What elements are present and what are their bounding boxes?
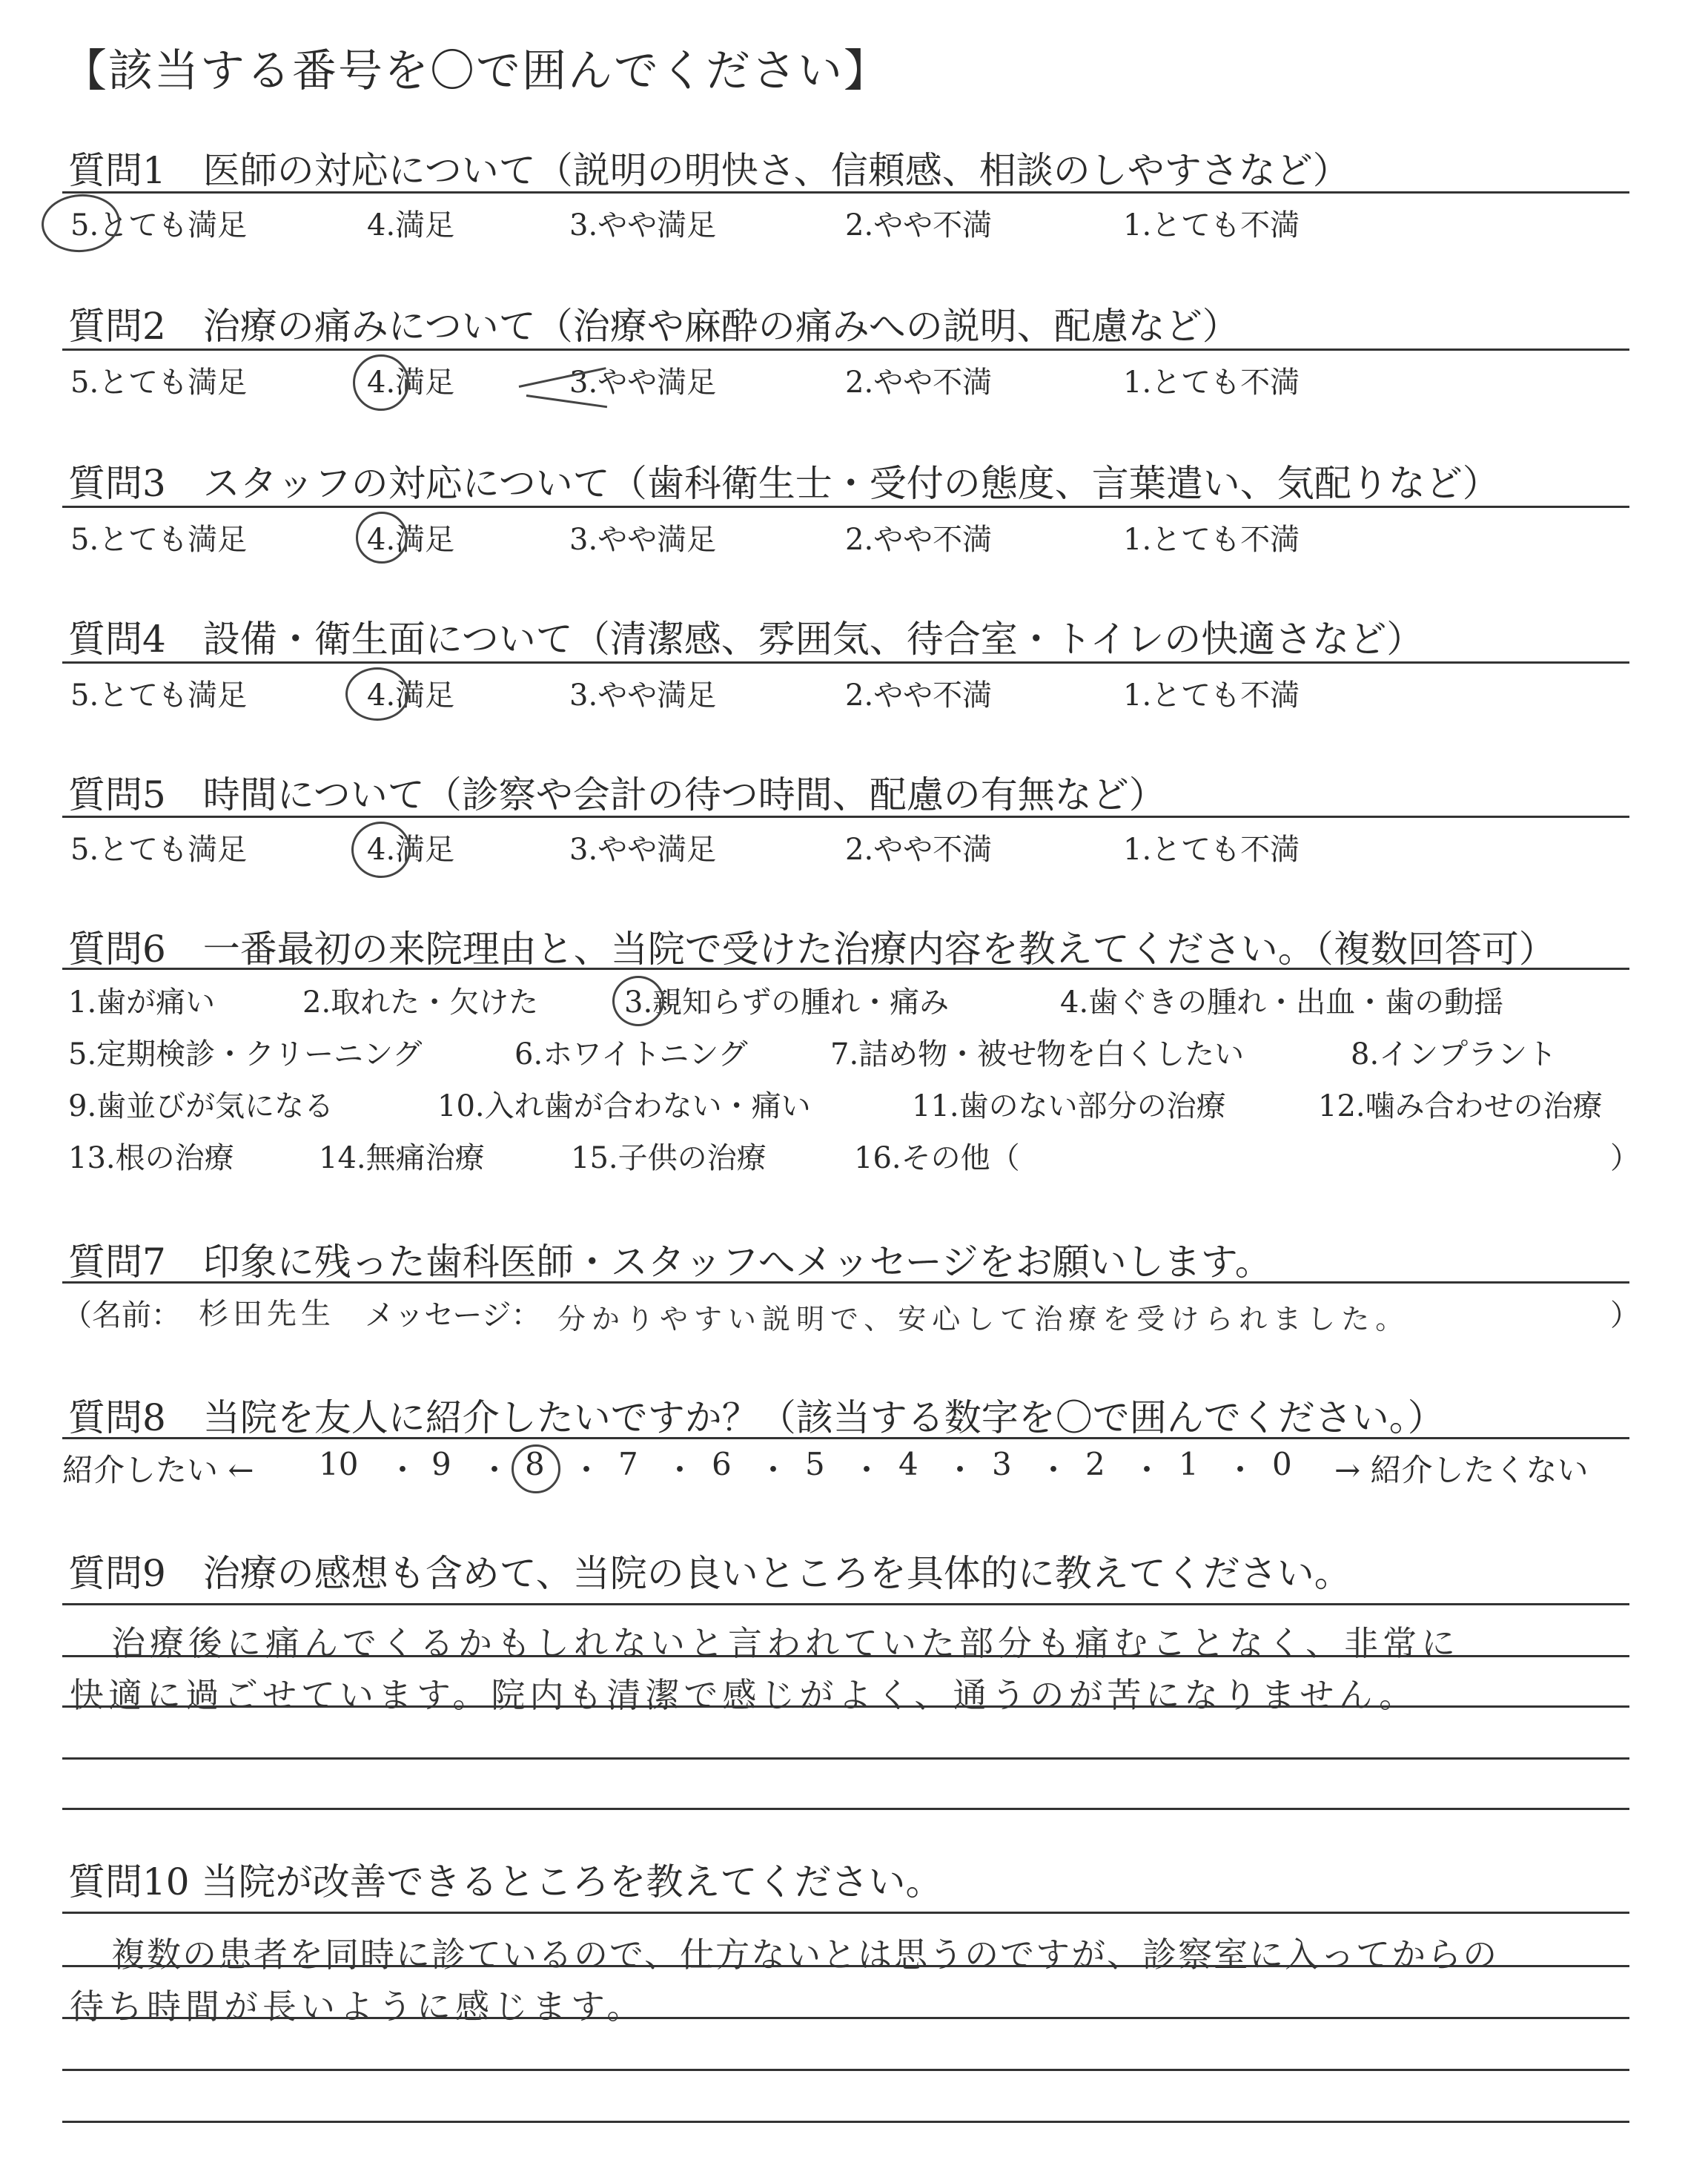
q8-scale-10[interactable]: 10 [319,1446,359,1482]
q6-option-14[interactable]: 14.無痛治療 [319,1141,485,1175]
answer-line [62,1603,1629,1605]
divider [62,1281,1629,1284]
q8-scale-4[interactable]: 4 [898,1446,918,1482]
q5-option-1[interactable]: 1.とても不満 [1123,833,1300,867]
q4-option-5[interactable]: 5.とても満足 [70,678,248,713]
scale-dot: ・ [1131,1452,1163,1488]
q6-option-7[interactable]: 7.詰め物・被せ物を白くしたい [830,1037,1245,1071]
q4-option-4[interactable]: 4.満足 [367,678,455,713]
page-header: 【該当する番号を〇で囲んでください】 [62,45,890,97]
closing-paren: ） [1610,1141,1640,1175]
q8-scale-8[interactable]: 8 [525,1446,545,1482]
q3-option-1[interactable]: 1.とても不満 [1123,523,1300,557]
question-2-title: 質問2 治療の痛みについて（治療や麻酔の痛みへの説明、配慮など） [68,305,1239,348]
q3-option-4[interactable]: 4.満足 [367,523,455,557]
scale-dot: ・ [944,1452,976,1488]
selection-circle [351,822,411,878]
q6-option-15[interactable]: 15.子供の治療 [571,1141,767,1175]
divider [62,968,1629,970]
q8-left-label: 紹介したい ← [62,1452,254,1488]
q6-option-6[interactable]: 6.ホワイトニング [514,1037,748,1071]
q7-message-label: メッセージ： [365,1298,541,1332]
scale-dot: ・ [387,1452,419,1488]
scale-dot: ・ [571,1452,603,1488]
q6-option-12[interactable]: 12.噛み合わせの治療 [1318,1089,1603,1123]
selection-circle [512,1444,560,1493]
answer-line [62,1757,1629,1760]
q8-scale-1[interactable]: 1 [1179,1446,1199,1482]
q1-option-2[interactable]: 2.やや不満 [845,208,993,242]
divider [62,191,1629,194]
question-4-title: 質問4 設備・衛生面について（清潔感、雰囲気、待合室・トイレの快適さなど） [68,618,1424,661]
q8-scale-6[interactable]: 6 [712,1446,732,1482]
question-1-title: 質問1 医師の対応について（説明の明快さ、信頼感、相談のしやすさなど） [68,149,1350,192]
scale-dot: ・ [1225,1452,1257,1488]
q10-answer-line-1[interactable]: 複数の患者を同時に診ているので、仕方ないとは思うのですが、診察室に入ってからの [111,1935,1499,1975]
question-7-title: 質問7 印象に残った歯科医師・スタッフへメッセージをお願いします。 [68,1241,1272,1284]
closing-paren: ） [1610,1298,1640,1332]
question-5-title: 質問5 時間について（診察や会計の待つ時間、配慮の有無など） [68,773,1166,816]
divider [62,349,1629,351]
q3-option-3[interactable]: 3.やや満足 [569,523,717,557]
q4-option-3[interactable]: 3.やや満足 [569,678,717,713]
q6-option-5[interactable]: 5.定期検診・クリーニング [68,1037,423,1071]
q9-answer-line-2[interactable]: 快適に過ごせています。院内も清潔で感じがよく、通うのが苦になりません。 [70,1675,1418,1715]
question-3-title: 質問3 スタッフの対応について（歯科衛生士・受付の態度、言葉遣い、気配りなど） [68,462,1500,505]
q8-scale-7[interactable]: 7 [618,1446,638,1482]
q2-option-1[interactable]: 1.とても不満 [1123,366,1300,400]
q1-option-1[interactable]: 1.とても不満 [1123,208,1300,242]
answer-line [62,1912,1629,1914]
q7-message-value[interactable]: 分かりやすい説明で、安心して治療を受けられました。 [557,1303,1410,1335]
q6-option-9[interactable]: 9.歯並びが気になる [68,1089,334,1123]
q4-option-1[interactable]: 1.とても不満 [1123,678,1300,713]
divider [62,506,1629,508]
q2-option-3[interactable]: 3.やや満足 [569,366,717,400]
q8-right-label: → 紹介したくない [1334,1452,1589,1488]
scale-dot: ・ [664,1452,696,1488]
q6-option-1[interactable]: 1.歯が痛い [68,985,216,1020]
divider [62,661,1629,664]
question-9-title: 質問9 治療の感想も含めて、当院の良いところを具体的に教えてください。 [68,1552,1351,1595]
divider [62,1437,1629,1439]
q8-scale-5[interactable]: 5 [805,1446,825,1482]
question-6-title: 質問6 一番最初の来院理由と、当院で受けた治療内容を教えてください。（複数回答可） [68,928,1556,971]
q7-name-value[interactable]: 杉田先生 [199,1297,335,1331]
q6-option-4[interactable]: 4.歯ぐきの腫れ・出血・歯の動揺 [1060,985,1504,1020]
q1-option-3[interactable]: 3.やや満足 [569,208,717,242]
selection-circle [612,976,664,1026]
q5-option-5[interactable]: 5.とても満足 [70,833,248,867]
selection-circle [345,667,409,721]
q6-option-2[interactable]: 2.取れた・欠けた [302,985,539,1020]
q5-option-2[interactable]: 2.やや不満 [845,833,993,867]
q6-option-8[interactable]: 8.インプラント [1351,1037,1558,1071]
q7-name-label: （名前： [62,1298,181,1332]
divider [62,816,1629,818]
q6-option-10[interactable]: 10.入れ歯が合わない・痛い [437,1089,811,1123]
q2-option-2[interactable]: 2.やや不満 [845,366,993,400]
q9-answer-line-1[interactable]: 治療後に痛んでくるかもしれないと言われていた部分も痛むことなく、非常に [111,1623,1460,1663]
q8-scale-0[interactable]: 0 [1272,1446,1292,1482]
q2-option-4[interactable]: 4.満足 [367,366,455,400]
q6-option-3[interactable]: 3.親知らずの腫れ・痛み [624,985,950,1020]
q3-option-5[interactable]: 5.とても満足 [70,523,248,557]
q10-answer-line-2[interactable]: 待ち時間が長いように感じます。 [70,1986,646,2027]
q3-option-2[interactable]: 2.やや不満 [845,523,993,557]
q1-option-5[interactable]: 5.とても満足 [70,208,248,242]
scale-dot: ・ [758,1452,790,1488]
scale-dot: ・ [1038,1452,1070,1488]
q4-option-2[interactable]: 2.やや不満 [845,678,993,713]
answer-line [62,1808,1629,1810]
q6-option-11[interactable]: 11.歯のない部分の治療 [912,1089,1226,1123]
q2-option-5[interactable]: 5.とても満足 [70,366,248,400]
answer-line [62,2121,1629,2123]
q5-option-3[interactable]: 3.やや満足 [569,833,717,867]
question-8-title: 質問8 当院を友人に紹介したいですか？（該当する数字を〇で囲んでください。） [68,1396,1445,1439]
question-10-title: 質問10 当院が改善できるところを教えてください。 [68,1860,943,1903]
q6-option-16[interactable]: 16.その他（ [854,1141,1020,1175]
answer-line [62,2069,1629,2071]
q5-option-4[interactable]: 4.満足 [367,833,455,867]
q6-option-13[interactable]: 13.根の治療 [68,1141,234,1175]
scale-dot: ・ [851,1452,883,1488]
selection-circle [356,512,408,564]
q1-option-4[interactable]: 4.満足 [367,208,455,242]
selection-circle [353,354,409,411]
q8-scale-9[interactable]: 9 [431,1446,451,1482]
q8-scale-3[interactable]: 3 [992,1446,1012,1482]
scale-dot: ・ [479,1452,511,1488]
q8-scale-2[interactable]: 2 [1085,1446,1105,1482]
